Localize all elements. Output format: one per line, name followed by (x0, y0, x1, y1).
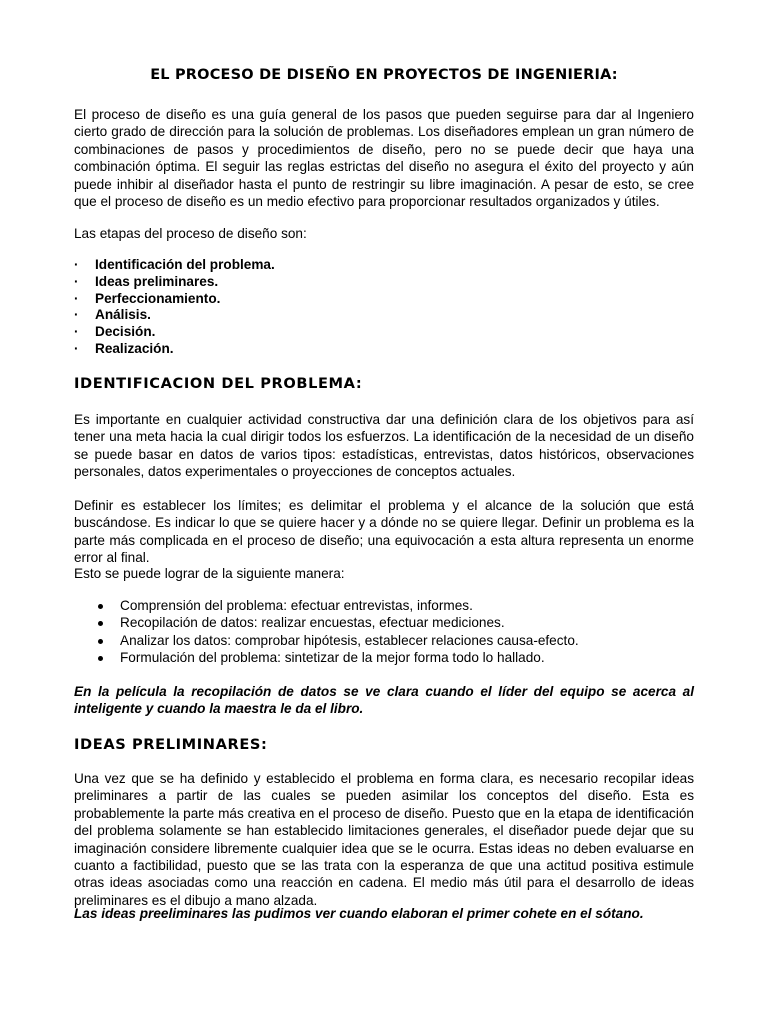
list-item-text: Formulación del problema: sintetizar de la mejor forma todo lo hallado. (120, 650, 545, 666)
list-item (74, 324, 275, 341)
list-item-text: Recopilación de datos: realizar encuestas, efectuar mediciones. (120, 615, 505, 631)
list-item (74, 274, 275, 291)
stage-label: Decisión. (95, 324, 156, 340)
bullet-marker: · (74, 257, 79, 272)
stage-label: Ideas preliminares. (95, 273, 219, 289)
stage-label: Perfeccionamiento. (95, 290, 221, 306)
stages-intro: Las etapas del proceso de diseño son: (74, 226, 307, 241)
list-item (74, 341, 275, 358)
section-heading-identificacion: IDENTIFICACION DEL PROBLEMA: (74, 375, 363, 392)
list-item-text: Comprensión del problema: efectuar entrevistas, informes. (120, 598, 473, 613)
stage-label: Identificación del problema. (95, 257, 275, 272)
stage-label: Realización. (95, 340, 174, 356)
section2-paragraph-1: Una vez que se ha definido y establecido el problema en forma clara, es necesario recopilar ideas preliminares a partir de las cuales se pueden asimilar los conceptos del diseño. Esta es probablemente la parte más creativa en el proceso de diseño. Puesto que en la etapa de identificación del problema solamente se han establecido limitaciones generales, el diseñador puede dejar que su imaginación considere libremente cualquier idea que se le ocurra. Estas ideas no deben evaluarse en cuanto a factibilidad, puesto que se las trata con la esperanza de que una actitud positiva estimule otras ideas asociadas como una reacción en cadena. El medio más útil para el desarrollo de ideas preliminares es el dibujo a mano alzada. (74, 771, 694, 908)
list-item (98, 597, 579, 614)
section1-note: En la película la recopilación de datos se ve clara cuando el líder del equipo se acerca al inteligente y cuando la maestra le da el libro. (74, 684, 694, 717)
list-item (98, 649, 579, 666)
stages-list (74, 257, 275, 358)
bullet-marker: · (74, 273, 79, 289)
bullet-dot-icon (98, 604, 103, 609)
method-list (98, 597, 579, 667)
list-item (98, 632, 579, 649)
section2-note: Las ideas preeliminares las pudimos ver cuando elaboran el primer cohete en el sótano. (74, 906, 644, 921)
bullet-marker: · (74, 340, 79, 356)
bullet-marker: · (74, 307, 79, 323)
stage-label: Análisis. (95, 307, 151, 323)
bullet-dot-icon (98, 639, 103, 644)
bullet-dot-icon (98, 621, 103, 626)
bullet-marker: · (74, 290, 79, 306)
section-heading-ideas: IDEAS PRELIMINARES: (74, 736, 268, 753)
bullet-dot-icon (98, 656, 103, 661)
list-item (74, 307, 275, 324)
list-item (98, 614, 579, 631)
bullet-marker: · (74, 324, 79, 340)
section1-paragraph-2: Definir es establecer los límites; es delimitar el problema y el alcance de la solución que está buscándose. Es indicar lo que se quiere hacer y a dónde no se quiere llegar. Definir un problema es la parte más complicada en el proceso de diseño; una equivocación a esta altura representa un enorme error al final. (74, 498, 694, 566)
list-item-text: Analizar los datos: comprobar hipótesis, establecer relaciones causa-efecto. (120, 632, 579, 648)
section1-paragraph-1: Es importante en cualquier actividad constructiva dar una definición clara de los objetivos para así tener una meta hacia la cual dirigir todos los esfuerzos. La identificación de la necesidad de un diseño se puede basar en datos de varios tipos: estadísticas, entrevistas, datos históricos, observaciones personales, datos experimentales o proyecciones de conceptos actuales. (74, 412, 694, 480)
list-item (74, 291, 275, 308)
intro-paragraph: El proceso de diseño es una guía general de los pasos que pueden seguirse para dar al Ingeniero cierto grado de dirección para la solución de problemas. Los diseñadores emplean un gran número de combinaciones de pasos y procedimientos de diseño, pero no se puede decir que haya una combinación óptima. El seguir las reglas estrictas del diseño no asegura el éxito del proyecto y aún puede inhibir al diseñador hasta el punto de restringir su libre imaginación. A pesar de esto, se cree que el proceso de diseño es un medio efectivo para proporcionar resultados organizados y útiles. (74, 107, 694, 210)
list-item (74, 257, 275, 274)
document-title: EL PROCESO DE DISEÑO EN PROYECTOS DE INGENIERIA: (150, 67, 618, 83)
section1-paragraph-3: Esto se puede lograr de la siguiente manera: (74, 566, 345, 581)
